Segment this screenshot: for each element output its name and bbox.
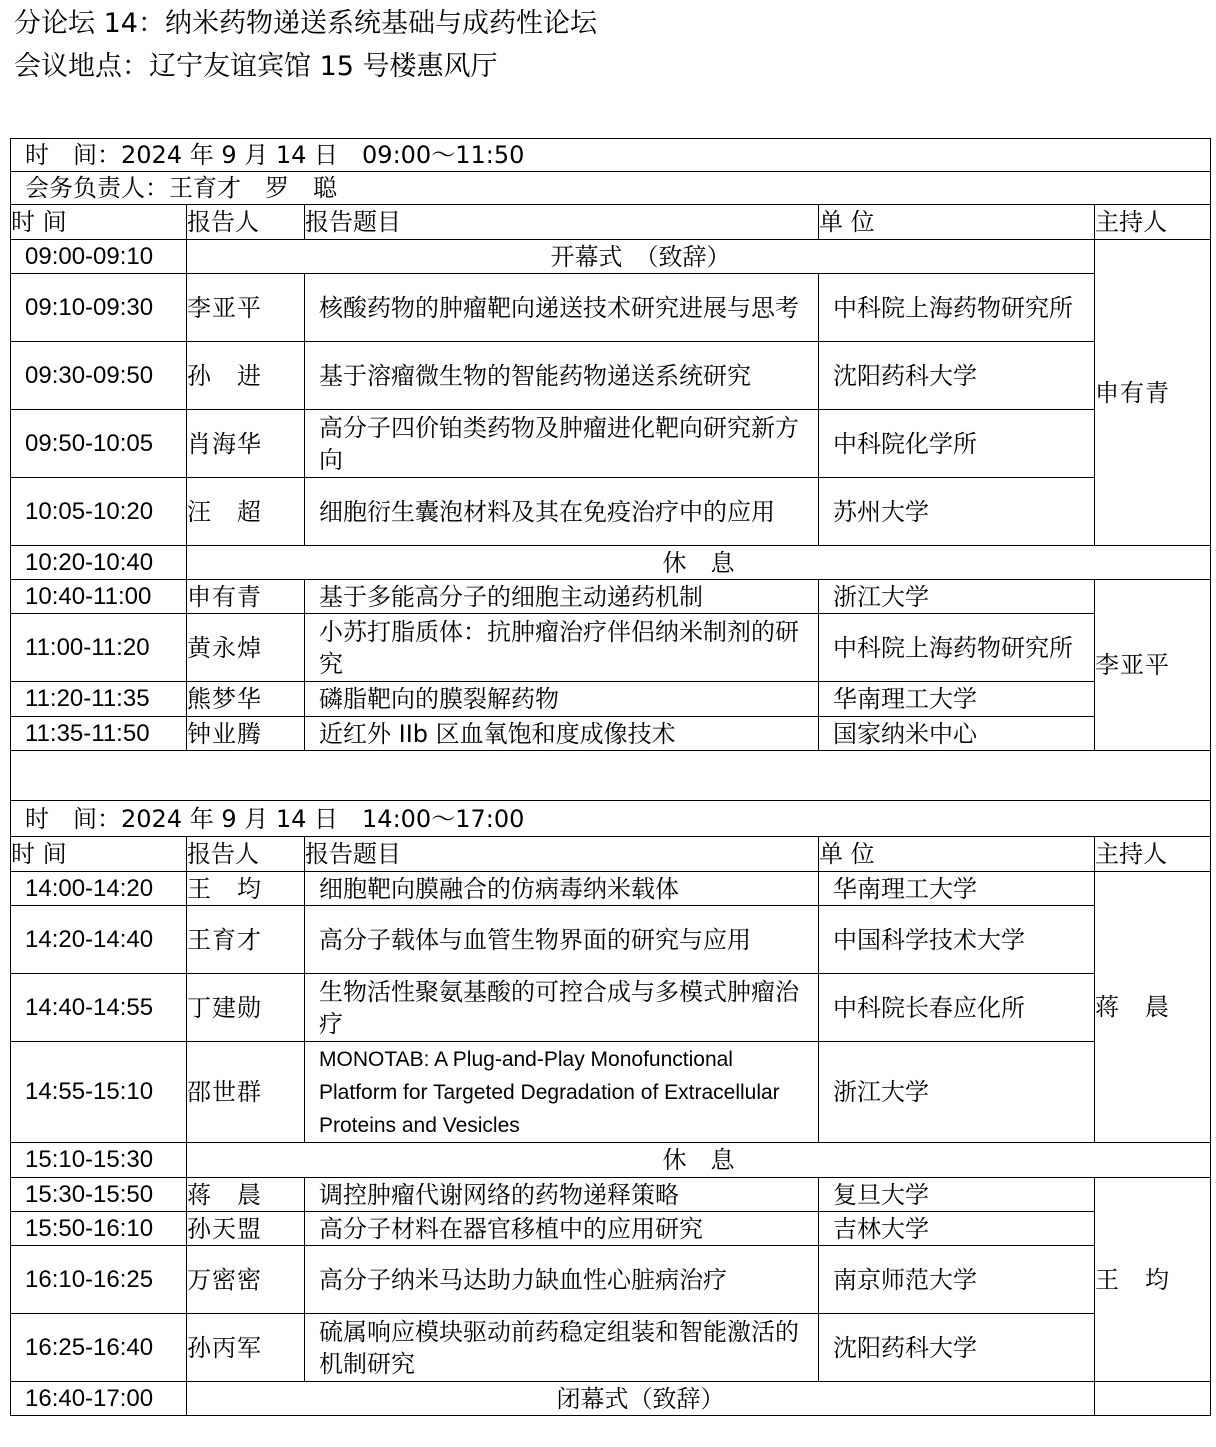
row-topic: 高分子纳米马达助力缺血性心脏病治疗 <box>305 1246 819 1314</box>
row-speaker: 万密密 <box>187 1246 305 1314</box>
closing-label: 闭幕式（致辞） <box>187 1382 1095 1416</box>
closing-host-empty <box>1095 1382 1211 1416</box>
row-time: 11:00-11:20 <box>11 614 187 682</box>
row-topic: 磷脂靶向的膜裂解药物 <box>305 682 819 717</box>
header-unit: 单 位 <box>819 837 1095 872</box>
session-spacer <box>11 751 1211 801</box>
break-time: 15:10-15:30 <box>11 1143 187 1178</box>
opening-row <box>11 240 1211 274</box>
row-unit: 中科院化学所 <box>819 410 1095 478</box>
table-row <box>11 274 1211 342</box>
table-row <box>11 478 1211 546</box>
row-topic: 高分子材料在器官移植中的应用研究 <box>305 1212 819 1246</box>
row-time: 11:20-11:35 <box>11 682 187 717</box>
row-topic: 近红外 IIb 区血氧饱和度成像技术 <box>305 717 819 751</box>
break-label: 休 息 <box>187 1143 1211 1178</box>
table-row <box>11 342 1211 410</box>
break-time: 10:20-10:40 <box>11 546 187 580</box>
venue-line: 会议地点：辽宁友谊宾馆 15 号楼惠风厅 <box>14 51 498 82</box>
row-unit: 华南理工大学 <box>819 872 1095 906</box>
morning-time-line: 时 间：2024 年 9 月 14 日 09:00～11:50 <box>11 139 1211 172</box>
row-unit: 中科院上海药物研究所 <box>819 614 1095 682</box>
row-time: 10:40-11:00 <box>11 580 187 614</box>
row-time: 11:35-11:50 <box>11 717 187 751</box>
row-unit: 华南理工大学 <box>819 682 1095 717</box>
row-speaker: 钟业腾 <box>187 717 305 751</box>
row-speaker: 汪 超 <box>187 478 305 546</box>
table-row <box>11 1246 1211 1314</box>
table-row <box>11 1212 1211 1246</box>
row-unit: 复旦大学 <box>819 1178 1095 1212</box>
table-row <box>11 906 1211 974</box>
morning-host-b: 李亚平 <box>1095 580 1211 751</box>
row-topic: 基于溶瘤微生物的智能药物递送系统研究 <box>305 342 819 410</box>
row-time: 15:50-16:10 <box>11 1212 187 1246</box>
row-time: 15:30-15:50 <box>11 1178 187 1212</box>
afternoon-time-row <box>11 801 1211 837</box>
afternoon-break-row <box>11 1143 1211 1178</box>
afternoon-time-line: 时 间：2024 年 9 月 14 日 14:00～17:00 <box>11 801 1211 837</box>
row-topic: 高分子载体与血管生物界面的研究与应用 <box>305 906 819 974</box>
header-speaker: 报告人 <box>187 205 305 240</box>
break-label: 休 息 <box>187 546 1211 580</box>
row-speaker: 黄永焯 <box>187 614 305 682</box>
opening-label: 开幕式 （致辞） <box>187 240 1095 274</box>
row-time: 14:20-14:40 <box>11 906 187 974</box>
row-speaker: 孙天盟 <box>187 1212 305 1246</box>
afternoon-host-a: 蒋 晨 <box>1095 872 1211 1143</box>
header-time: 时 间 <box>11 837 187 872</box>
row-topic: 小苏打脂质体：抗肿瘤治疗伴侣纳米制剂的研究 <box>305 614 819 682</box>
row-unit: 浙江大学 <box>819 1042 1095 1143</box>
row-unit: 沈阳药科大学 <box>819 342 1095 410</box>
row-speaker: 熊梦华 <box>187 682 305 717</box>
table-row <box>11 580 1211 614</box>
header-speaker: 报告人 <box>187 837 305 872</box>
row-speaker: 王 均 <box>187 872 305 906</box>
row-speaker: 申有青 <box>187 580 305 614</box>
table-row <box>11 1314 1211 1382</box>
row-topic: 高分子四价铂类药物及肿瘤进化靶向研究新方向 <box>305 410 819 478</box>
row-speaker: 邵世群 <box>187 1042 305 1143</box>
header-time: 时 间 <box>11 205 187 240</box>
header-topic: 报告题目 <box>305 205 819 240</box>
row-speaker: 李亚平 <box>187 274 305 342</box>
row-time: 16:25-16:40 <box>11 1314 187 1382</box>
morning-break-row <box>11 546 1211 580</box>
morning-host-a: 申有青 <box>1095 240 1211 546</box>
forum-title: 分论坛 14：纳米药物递送系统基础与成药性论坛 <box>14 8 597 39</box>
row-topic: 细胞靶向膜融合的仿病毒纳米载体 <box>305 872 819 906</box>
schedule-table <box>10 138 1211 1416</box>
row-speaker: 孙 进 <box>187 342 305 410</box>
row-topic: 调控肿瘤代谢网络的药物递释策略 <box>305 1178 819 1212</box>
row-unit: 沈阳药科大学 <box>819 1314 1095 1382</box>
table-row <box>11 974 1211 1042</box>
morning-organizers: 会务负责人：王育才 罗 聪 <box>11 172 1211 205</box>
row-topic: 生物活性聚氨基酸的可控合成与多模式肿瘤治疗 <box>305 974 819 1042</box>
row-topic: 细胞衍生囊泡材料及其在免疫治疗中的应用 <box>305 478 819 546</box>
table-row <box>11 1178 1211 1212</box>
row-unit: 浙江大学 <box>819 580 1095 614</box>
row-topic: 硫属响应模块驱动前药稳定组装和智能激活的机制研究 <box>305 1314 819 1382</box>
row-speaker: 肖海华 <box>187 410 305 478</box>
row-time: 09:10-09:30 <box>11 274 187 342</box>
row-speaker: 孙丙军 <box>187 1314 305 1382</box>
row-time: 10:05-10:20 <box>11 478 187 546</box>
row-unit: 中科院上海药物研究所 <box>819 274 1095 342</box>
table-row <box>11 682 1211 717</box>
table-row <box>11 872 1211 906</box>
row-unit: 中科院长春应化所 <box>819 974 1095 1042</box>
opening-time: 09:00-09:10 <box>11 240 187 274</box>
table-row <box>11 1042 1211 1143</box>
row-time: 09:30-09:50 <box>11 342 187 410</box>
afternoon-host-b: 王 均 <box>1095 1178 1211 1382</box>
row-speaker: 王育才 <box>187 906 305 974</box>
header-topic: 报告题目 <box>305 837 819 872</box>
row-unit: 国家纳米中心 <box>819 717 1095 751</box>
row-unit: 南京师范大学 <box>819 1246 1095 1314</box>
header-host: 主持人 <box>1095 205 1211 240</box>
row-time: 16:10-16:25 <box>11 1246 187 1314</box>
row-time: 14:00-14:20 <box>11 872 187 906</box>
header-host: 主持人 <box>1095 837 1211 872</box>
closing-time: 16:40-17:00 <box>11 1382 187 1416</box>
table-row <box>11 410 1211 478</box>
morning-time-row <box>11 139 1211 172</box>
morning-header-row <box>11 205 1211 240</box>
row-time: 14:40-14:55 <box>11 974 187 1042</box>
morning-organizer-row <box>11 172 1211 205</box>
table-row <box>11 717 1211 751</box>
closing-row <box>11 1382 1211 1416</box>
header-unit: 单 位 <box>819 205 1095 240</box>
row-time: 09:50-10:05 <box>11 410 187 478</box>
row-topic: MONOTAB: A Plug-and-Play Monofunctional Platform for Targeted Degradation of Extracellular Proteins and Vesicles <box>305 1042 819 1143</box>
spacer-cell <box>11 751 1211 801</box>
row-unit: 苏州大学 <box>819 478 1095 546</box>
row-time: 14:55-15:10 <box>11 1042 187 1143</box>
table-row <box>11 614 1211 682</box>
row-topic: 核酸药物的肿瘤靶向递送技术研究进展与思考 <box>305 274 819 342</box>
row-topic: 基于多能高分子的细胞主动递药机制 <box>305 580 819 614</box>
afternoon-header-row <box>11 837 1211 872</box>
row-speaker: 蒋 晨 <box>187 1178 305 1212</box>
row-speaker: 丁建勋 <box>187 974 305 1042</box>
row-unit: 吉林大学 <box>819 1212 1095 1246</box>
row-unit: 中国科学技术大学 <box>819 906 1095 974</box>
